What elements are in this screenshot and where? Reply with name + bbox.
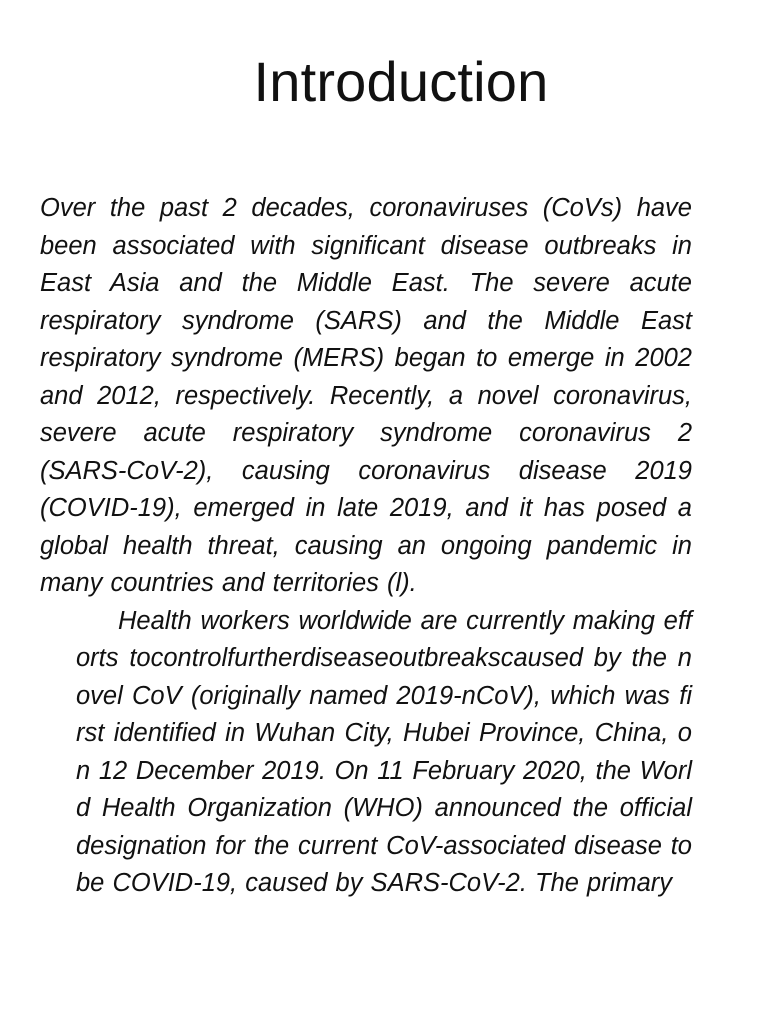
body-text — [40, 190, 692, 903]
paragraph-1: Over the past 2 decades, coronaviruses (CoVs) have been associated with significant disease outbreaks in East Asia and the Middle East. The severe acute respiratory syndrome (SARS) and the Middle East respiratory syndrome (MERS) began to emerge in 2002 and 2012, respectively. Recently, a novel coronavirus, severe acute respiratory syndrome coronavirus 2 (SARS-CoV-2), causing coronavirus disease 2019 (COVID-19), emerged in late 2019, and it has posed a global health threat, causing an ongoing pandemic in many countries and territories (l). — [40, 194, 692, 597]
page-title: Introduction — [253, 50, 549, 113]
paragraph-2: Health workers worldwide are currently making efforts tocontrolfurtherdiseaseoutbreakscaused by the novel CoV (originally named 2019-nCoV), which was first identified in Wuhan City, Hubei Province, China, on 12 December 2019. On 11 February 2020, the World Health Organization (WHO) announced the official designation for the current CoV-associated disease to be COVID-19, caused by SARS-CoV-2. The primary — [76, 606, 692, 897]
